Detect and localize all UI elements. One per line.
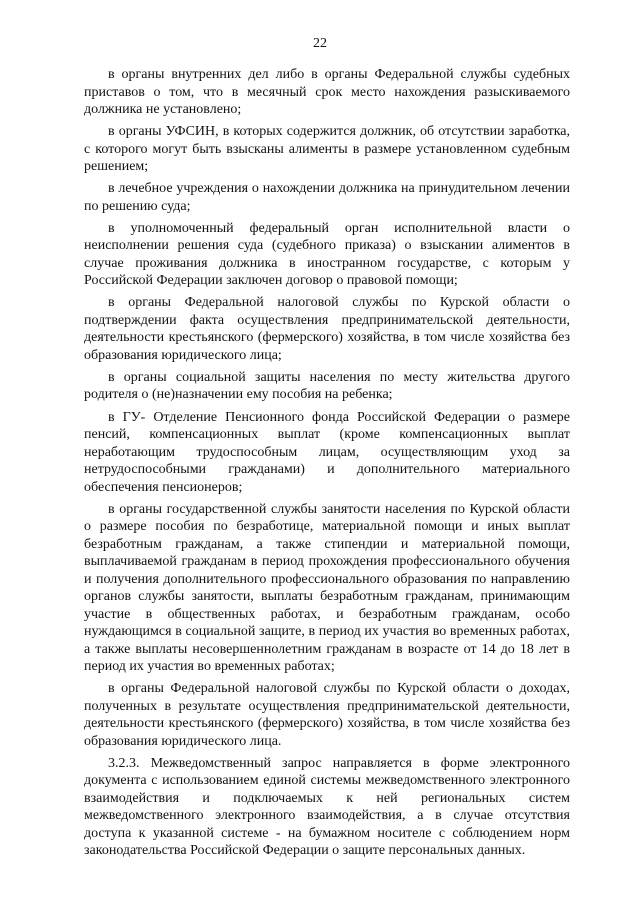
paragraph-interagency-request: 3.2.3. Межведомственный запрос направляется в форме электронного документа с использованием единой системы межведомственного электронного взаимодействия и подключаемых к ней региональных систем межведомственного электронного взаимодействия, а в случае отсутствия доступа к указанной системе - на бумажном носителе с соблюдением норм законодательства Российской Федерации о защите персональных данных. [84,755,570,859]
document-body [84,66,570,860]
paragraph-ufsin: в органы УФСИН, в которых содержится должник, об отсутствии заработка, с которого могут быть взысканы алименты в размере установленном судебным решением; [84,124,570,175]
paragraph-tax-service-activity: в органы Федеральной налоговой службы по Курской области о подтверждении факта осуществления предпринимательской деятельности, деятельности крестьянского (фермерского) хозяйства, в том числе хозяйства без образования юридического лица; [84,295,570,363]
paragraph-employment-service: в органы государственной службы занятости населения по Курской области о размере пособия по безработице, материальной помощи и иных выплат безработным гражданам, а также стипендии и материальной помощи, выплачиваемой гражданам в период прохождения профессионального обучения и получения дополнительного профессионального образования по направлению органов службы занятости, выплаты безработным гражданам, принимающим участие в общественных работах, и безработным гражданам, особо нуждающимся в социальной защите, в период их участия во временных работах, а также выплаты несовершеннолетним гражданам в возрасте от 14 до 18 лет в период их участия во временных работах; [84,501,570,675]
page-number: 22 [313,36,327,51]
paragraph-medical-institution: в лечебное учреждения о нахождении должника на принудительном лечении по решению суда; [84,181,570,214]
paragraph-pension-fund: в ГУ- Отделение Пенсионного фонда Российской Федерации о размере пенсий, компенсационных выплат (кроме компенсационных выплат неработающим трудоспособным лицам, осуществляющим уход за нетрудоспособными гражданами) и дополнительного материального обеспечения пенсионеров; [84,409,570,495]
paragraph-social-protection: в органы социальной защиты населения по месту жительства другого родителя о (не)назначении ему пособия на ребенка; [84,369,570,403]
paragraph-federal-executive-body: в уполномоченный федеральный орган исполнительной власти о неисполнении решения суда (судебного приказа) о взыскании алиментов в случае проживания должника в иностранном государстве, с которым у Российской Федерации заключен договор о правовой помощи; [84,220,570,289]
paragraph-internal-affairs: в органы внутренних дел либо в органы Федеральной службы судебных приставов о том, что в месячный срок место нахождения разыскиваемого должника не установлено; [84,67,570,117]
paragraph-tax-service-income: в органы Федеральной налоговой службы по Курской области о доходах, полученных в результате осуществления предпринимательской деятельности, деятельности крестьянского (фермерского) хозяйства, в том числе хозяйства без образования юридического лица. [84,681,570,749]
